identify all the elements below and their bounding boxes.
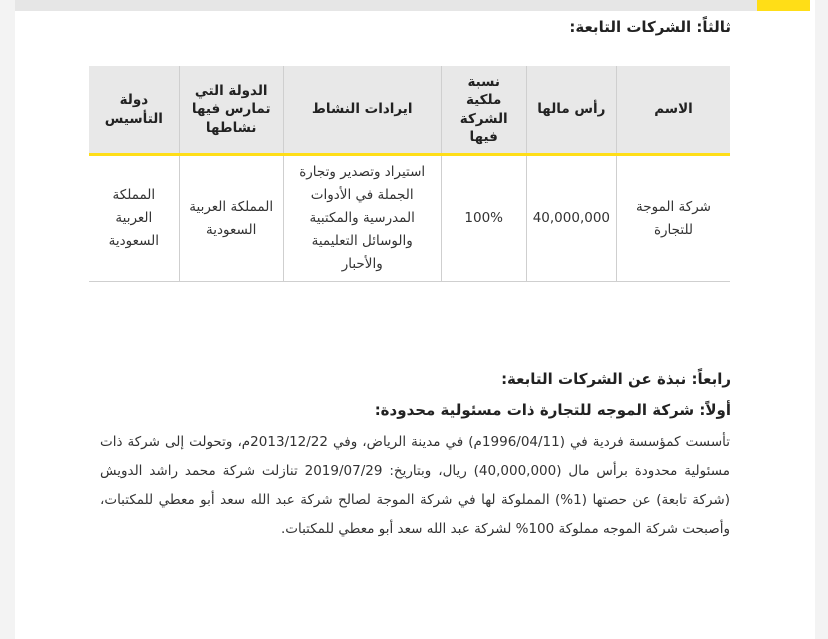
cell-capital: 40,000,000 [526, 155, 616, 282]
subsidiaries-table [89, 66, 730, 282]
company-description: تأسست كمؤسسة فردية في (1996/04/11م) في مدينة الرياض، وفي 2013/12/22م، وتحولت إلى شركة ذات مسئولية محدودة برأس مال (40,000,000) ريال، وبتاريخ: 2019/07/29 تنازلت شركة محمد راشد الدويش (شركة تابعة) عن حصتها (1%) المملوكة لها في شركة الموجة لصالح شركة عبد الله سعد أبو معطي للمكتبات، وأصبحت شركة الموجه مملوكة 100% لشركة عبد الله سعد أبو معطي للمكتبات. [100, 434, 730, 537]
header-ownership: نسبة ملكية الشركة فيها [441, 66, 526, 155]
cell-name: شركة الموجة للتجارة [617, 155, 731, 282]
table-header-row [89, 66, 730, 155]
cell-founding-country: المملكة العربية السعودية [89, 155, 179, 282]
section-4-heading: رابعاً: نبذة عن الشركات التابعة: [501, 370, 731, 388]
header-founding-country: دولة التأسيس [89, 66, 179, 155]
company-subheading: أولاً: شركة الموجه للتجارة ذات مسئولية محدودة: [374, 401, 731, 419]
section-3-heading: ثالثاً: الشركات التابعة: [569, 18, 731, 36]
table-row [89, 155, 730, 282]
top-accent-bar [757, 0, 810, 11]
header-operating-country: الدولة التي تمارس فيها نشاطها [179, 66, 283, 155]
header-revenue: ايرادات النشاط [283, 66, 441, 155]
header-capital: رأس مالها [526, 66, 616, 155]
header-name: الاسم [617, 66, 731, 155]
cell-revenue: استيراد وتصدير وتجارة الجملة في الأدوات المدرسية والمكتبية والوسائل التعليمية والأحبار [283, 155, 441, 282]
cell-ownership: 100% [441, 155, 526, 282]
cell-operating-country: المملكة العربية السعودية [179, 155, 283, 282]
top-bar [15, 0, 757, 11]
